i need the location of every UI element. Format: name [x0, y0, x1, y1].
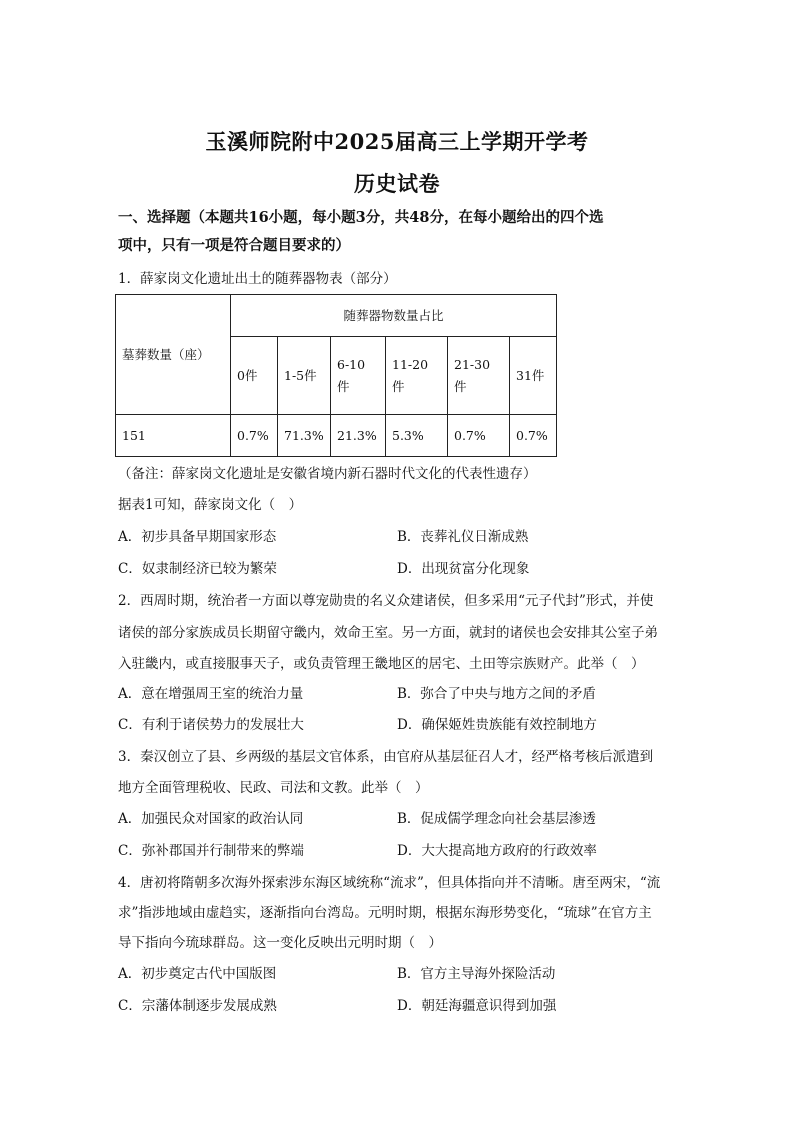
table-cell: 0.7% — [448, 415, 510, 457]
q3-stem-line1: 3．秦汉创立了县、乡两级的基层文官体系，由官府从基层征召人才，经严格考核后派遣到 — [118, 749, 654, 765]
q3-option-b[interactable]: B．促成儒学理念向社会基层渗透 — [397, 811, 596, 827]
q2-stem-line3: 入驻畿内，或直接服事天子，或负责管理王畿地区的居宅、土田等宗族财产。此举（ ） — [118, 656, 645, 672]
q1-option-d[interactable]: D．出现贫富分化现象 — [397, 561, 530, 577]
q3-option-a[interactable]: A．加强民众对国家的政治认同 — [118, 811, 304, 827]
q2-option-b[interactable]: B．弥合了中央与地方之间的矛盾 — [397, 686, 596, 702]
table-cell: 0.7% — [231, 415, 278, 457]
q2-stem-line2: 诸侯的部分家族成员长期留守畿内，效命王室。另一方面，就封的诸侯也会安排其公室子弟 — [118, 625, 658, 641]
q3-option-c[interactable]: C．弥补郡国并行制带来的弊端 — [118, 843, 304, 859]
q1-note: （备注：薛家岗文化遗址是安徽省境内新石器时代文化的代表性遗存） — [118, 466, 537, 482]
table-group-header: 随葬器物数量占比 — [231, 295, 557, 337]
table-col-header: 1-5件 — [278, 337, 331, 415]
q4-stem-line2: 求”指涉地域由虚趋实，逐渐指向台湾岛。元明时期，根据东海形势变化，“琉球”在官方主 — [118, 905, 652, 921]
table-col-header: 21-30 件 — [448, 337, 510, 415]
table-cell-count: 151 — [116, 415, 231, 457]
q2-option-a[interactable]: A．意在增强周王室的统治力量 — [118, 686, 304, 702]
q1-caption: 1．薛家岗文化遗址出土的随葬器物表（部分） — [118, 271, 397, 287]
q4-stem-line3: 导下指向今琉球群岛。这一变化反映出元明时期（ ） — [118, 935, 442, 951]
q4-option-b[interactable]: B．官方主导海外探险活动 — [397, 966, 556, 982]
q1-stem: 据表1可知，薛家岗文化（ ） — [118, 497, 303, 513]
q3-stem-line2: 地方全面管理税收、民政、司法和文教。此举（ ） — [118, 780, 429, 796]
q4-option-d[interactable]: D．朝廷海疆意识得到加强 — [397, 998, 557, 1014]
q1-option-b[interactable]: B．丧葬礼仪日渐成熟 — [397, 529, 529, 545]
q3-option-d[interactable]: D．大大提高地方政府的行政效率 — [397, 843, 597, 859]
table-cell: 0.7% — [510, 415, 557, 457]
section-heading-line2: 项中，只有一项是符合题目要求的） — [118, 237, 350, 254]
q2-option-c[interactable]: C．有利于诸侯势力的发展壮大 — [118, 717, 304, 733]
q1-data-table — [115, 294, 557, 457]
q4-stem-line1: 4．唐初将隋朝多次海外探索涉东海区域统称“流求”，但具体指向并不清晰。唐至两宋，“流 — [118, 875, 661, 891]
exam-title: 玉溪师院附中2025届高三上学期开学考 — [205, 129, 589, 154]
table-col-header: 6-10 件 — [331, 337, 386, 415]
table-row-header: 墓葬数量（座） — [116, 295, 231, 415]
table-cell: 5.3% — [386, 415, 448, 457]
q2-stem-line1: 2．西周时期，统治者一方面以尊宠勋贵的名义众建诸侯，但多采用“元子代封”形式，并使 — [118, 593, 654, 609]
section-heading-line1: 一、选择题（本题共16小题，每小题3分，共48分，在每小题给出的四个选 — [118, 209, 604, 226]
table-cell: 21.3% — [331, 415, 386, 457]
table-col-header: 31件 — [510, 337, 557, 415]
q2-option-d[interactable]: D．确保姬姓贵族能有效控制地方 — [397, 717, 597, 733]
q1-option-c[interactable]: C．奴隶制经济已较为繁荣 — [118, 561, 277, 577]
q4-option-a[interactable]: A．初步奠定古代中国版图 — [118, 966, 277, 982]
exam-subtitle: 历史试卷 — [354, 171, 440, 196]
table-col-header: 0件 — [231, 337, 278, 415]
q1-option-a[interactable]: A．初步具备早期国家形态 — [118, 529, 277, 545]
q4-option-c[interactable]: C．宗藩体制逐步发展成熟 — [118, 998, 277, 1014]
table-col-header: 11-20 件 — [386, 337, 448, 415]
table-cell: 71.3% — [278, 415, 331, 457]
